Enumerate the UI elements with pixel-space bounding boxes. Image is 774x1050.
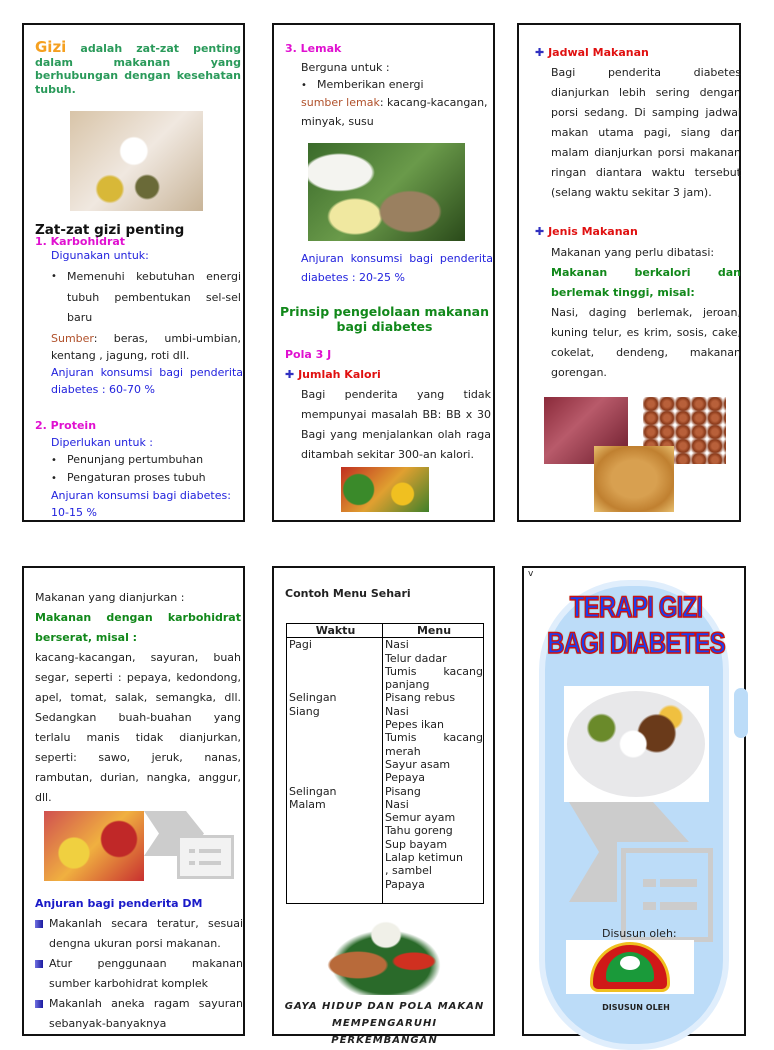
- jadwal-title-text: Jadwal Makanan: [548, 46, 649, 59]
- pola-title: Pola 3 J: [285, 348, 332, 361]
- square-bullet-icon: [35, 920, 43, 928]
- advice-item: [35, 994, 243, 1034]
- header-waktu: Waktu: [287, 624, 383, 638]
- kalori-title-text: Jumlah Kalori: [298, 368, 381, 381]
- advice-text: Atur penggunaan makanan sumber karbohidrat komplek: [49, 957, 243, 990]
- disusun-oleh: DISUSUN OLEH: [602, 1003, 670, 1012]
- jenis-title: [535, 222, 638, 242]
- dianjurkan-intro: Makanan yang dianjurkan :: [35, 591, 185, 604]
- jenis-title-text: Jenis Makanan: [548, 225, 638, 238]
- stikes-logo: [566, 940, 694, 994]
- title-line-2: BAGI DIABETES: [547, 627, 725, 660]
- protein-bullet: Pengaturan proses tubuh: [67, 471, 206, 484]
- advice-item: [35, 954, 243, 994]
- cover-title: [498, 590, 773, 662]
- bullet-icon: •: [51, 271, 57, 282]
- source-label: Sumber: [51, 332, 94, 345]
- square-bullet-icon: [35, 960, 43, 968]
- title-line-1: TERAPI GIZI: [569, 591, 703, 624]
- panel-lemak: [272, 23, 495, 522]
- lemak-source: [301, 93, 493, 131]
- protein-use: Diperlukan untuk :: [51, 436, 154, 449]
- phone-side-button: [734, 688, 748, 738]
- plus-bullet-icon: ✚: [285, 368, 295, 381]
- source-text: : beras, umbi-umbian, kentang , jagung, roti dll.: [51, 332, 241, 362]
- jadwal-title: [535, 43, 649, 63]
- lemak-use: Berguna untuk :: [301, 61, 390, 74]
- fruits-image: [341, 467, 429, 512]
- gizi-word: Gizi: [35, 38, 67, 56]
- protein-title: 2. Protein: [35, 419, 97, 432]
- karbohidrat-source: [51, 330, 241, 364]
- menu-table: [286, 623, 484, 904]
- bullet-icon: •: [51, 473, 57, 484]
- advice-text: Makanlah aneka ragam sayuran sebanyak-banyaknya: [49, 997, 243, 1030]
- karbohidrat-bullet: Memenuhi kebutuhan energi tubuh pembentukan sel-sel baru: [67, 270, 241, 324]
- disusun-partial: Disusun oleh:: [602, 927, 677, 940]
- corner-mark: v: [528, 569, 534, 579]
- source-label: sumber lemak: [301, 96, 380, 109]
- waktu-cell: Pagi Selingan Siang Selingan Malam: [287, 638, 383, 904]
- lemak-bullet: Memberikan energi: [317, 78, 424, 91]
- jadwal-text: Bagi penderita diabetes dianjurkan lebih sering dengan porsi sedang. Di samping jadwal makan utama pagi, siang dan malam dianjurkan porsi makanan ringan diantara waktu tersebut (selang waktu sekitar 3 jam).: [551, 66, 741, 199]
- menu-title: Contoh Menu Sehari: [285, 587, 411, 600]
- dianjurkan-text: kacang-kacangan, sayuran, buah segar, seperti : pepaya, kedondong, apel, tomat, salak, semangka, dll. Sedangkan buah-buahan yang terlalu manis tidak dianjurkan, seperti: sawo, jeruk, nanas, rambutan, durian, nangka, anggur, dll.: [35, 651, 241, 804]
- panel-cover: [522, 566, 746, 1036]
- healthy-food-image: [316, 920, 456, 995]
- lemak-title: 3. Lemak: [285, 42, 342, 55]
- cereal-image: [594, 446, 674, 512]
- panel-menu: [272, 566, 495, 1046]
- slogan: GAYA HIDUP DAN POLA MAKAN MEMPENGARUHI PERKEMBANGAN: [284, 1001, 485, 1046]
- kalori-text: Bagi penderita yang tidak mempunyai masalah BB: BB x 30 Bagi yang menjalankan olah raga ditambah sekitar 300-an kalori.: [301, 388, 491, 461]
- placeholder-graphic-icon: [569, 802, 719, 942]
- rice-plate-image: [564, 686, 709, 802]
- fruit-bowl-image: [44, 811, 144, 881]
- karbohidrat-title: 1. Karbohidrat: [35, 235, 126, 248]
- fat-foods-image: [308, 143, 465, 241]
- square-bullet-icon: [35, 1000, 43, 1008]
- advice-text: Makanlah secara teratur, sesuai dengna ukuran porsi makanan.: [49, 917, 243, 950]
- nutrients-heading: Zat-zat gizi penting: [35, 222, 185, 238]
- jenis-green: Makanan berkalori dan berlemak tinggi, misal:: [551, 266, 741, 299]
- jenis-text: Nasi, daging berlemak, jeroan, kuning telur, es krim, sosis, cake, cokelat, dendeng, makanan gorengan.: [551, 306, 741, 379]
- protein-advice: Anjuran konsumsi bagi diabetes: 10-15 %: [51, 489, 231, 519]
- jumlah-kalori-title: [285, 365, 381, 385]
- source-text: : kacang-kacangan, minyak, susu: [301, 96, 488, 128]
- intro-text: [35, 38, 241, 96]
- panel-jadwal: [517, 23, 741, 522]
- intro-rest: adalah zat-zat penting dalam makanan yang berhubungan dengan kesehatan tubuh.: [35, 42, 241, 96]
- prinsip-heading: Prinsip pengelolaan makanan bagi diabetes: [279, 304, 489, 334]
- plus-bullet-icon: ✚: [535, 46, 545, 59]
- header-menu: Menu: [383, 624, 484, 638]
- advice-item: [35, 914, 243, 954]
- lemak-advice: Anjuran konsumsi bagi penderita diabetes : 20-25 %: [301, 252, 493, 284]
- jenis-intro: Makanan yang perlu dibatasi:: [551, 246, 715, 259]
- bullet-icon: •: [51, 455, 57, 466]
- placeholder-graphic-icon: [144, 811, 234, 881]
- karbohidrat-use: Digunakan untuk:: [51, 249, 149, 262]
- bullet-icon: •: [301, 80, 307, 91]
- advice-list: [35, 914, 243, 1034]
- plus-bullet-icon: ✚: [535, 225, 545, 238]
- dianjurkan-green: Makanan dengan karbohidrat berserat, misal :: [35, 611, 241, 644]
- bread-egg-image: [70, 111, 203, 211]
- panel-dianjurkan: [22, 566, 245, 1036]
- karbohidrat-advice: Anjuran konsumsi bagi penderita diabetes : 60-70 %: [51, 366, 243, 396]
- advice-title: Anjuran bagi penderita DM: [35, 897, 203, 910]
- panel-gizi-intro: [22, 23, 245, 522]
- protein-bullet: Penunjang pertumbuhan: [67, 453, 204, 466]
- menu-cell: Nasi Telur dadar Tumis kacang panjang Pisang rebus Nasi Pepes ikan Tumis kacang merah Sayur asam Pepaya Pisang Nasi Semur ayam Tahu goreng Sup bayam Lalap ketimun , sambel Papaya: [383, 638, 484, 904]
